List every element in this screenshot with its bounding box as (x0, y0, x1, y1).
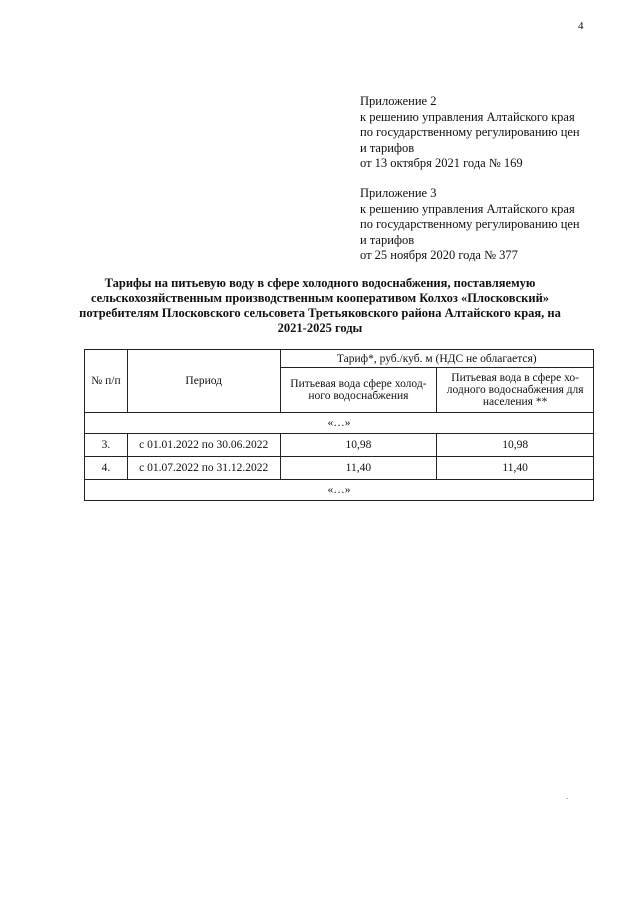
header-number: № п/п (85, 350, 128, 413)
appendix-3-block (360, 186, 620, 264)
row-number: 4. (85, 457, 128, 480)
tariff-table (84, 349, 594, 501)
row-period: с 01.07.2022 по 31.12.2022 (127, 457, 280, 480)
row-tariff-population: 10,98 (437, 434, 594, 457)
row-tariff-general: 11,40 (280, 457, 437, 480)
appendix-3-heading: Приложение 3 (360, 186, 437, 200)
title-line: Тарифы на питьевую воду в сфере холодного водоснабжения, поставляемую (104, 276, 536, 290)
appendix-2-block (360, 94, 620, 172)
appendix-2-date: от 13 октября 2021 года № 169 (360, 156, 523, 170)
appendix-3-line: по государственному регулированию цен (360, 217, 580, 231)
page-number: 4 (578, 20, 584, 32)
omitted-marker: «…» (85, 413, 594, 434)
row-number: 3. (85, 434, 128, 457)
table-row-omitted (85, 480, 594, 501)
appendix-2-line: и тарифов (360, 140, 415, 155)
row-tariff-population: 11,40 (437, 457, 594, 480)
appendix-2-heading: Приложение 2 (360, 94, 437, 108)
omitted-marker: «…» (85, 480, 594, 501)
appendix-3-date: от 25 ноября 2020 года № 377 (360, 248, 518, 262)
appendix-3-line: и тарифов (360, 232, 415, 247)
table-row-omitted (85, 413, 594, 434)
row-tariff-general: 10,98 (280, 434, 437, 457)
table-row (85, 434, 594, 457)
header-drinking-water: Питьевая вода сфере холод- ного водоснабжения (280, 368, 437, 413)
document-title (70, 276, 570, 336)
title-line: сельскохозяйственным производственным кооперативом Колхоз «Плосковский» (90, 291, 550, 305)
title-line: потребителям Плосковского сельсовета Третьяковского района Алтайского края, на (79, 306, 561, 320)
header-drinking-water-population: Питьевая вода в сфере хо- лодного водоснабжения для населения ** (437, 368, 594, 413)
header-tariff: Тариф*, руб./куб. м (НДС не облагается) (280, 350, 593, 368)
table-row (85, 457, 594, 480)
title-line: 2021-2025 годы (277, 321, 363, 335)
appendix-2-line: по государственному регулированию цен (360, 125, 580, 139)
header-period: Период (127, 350, 280, 413)
row-period: с 01.01.2022 по 30.06.2022 (127, 434, 280, 457)
appendix-3-line: к решению управления Алтайского края (360, 201, 575, 216)
appendix-2-line: к решению управления Алтайского края (360, 109, 575, 124)
scan-artifact (566, 798, 568, 799)
